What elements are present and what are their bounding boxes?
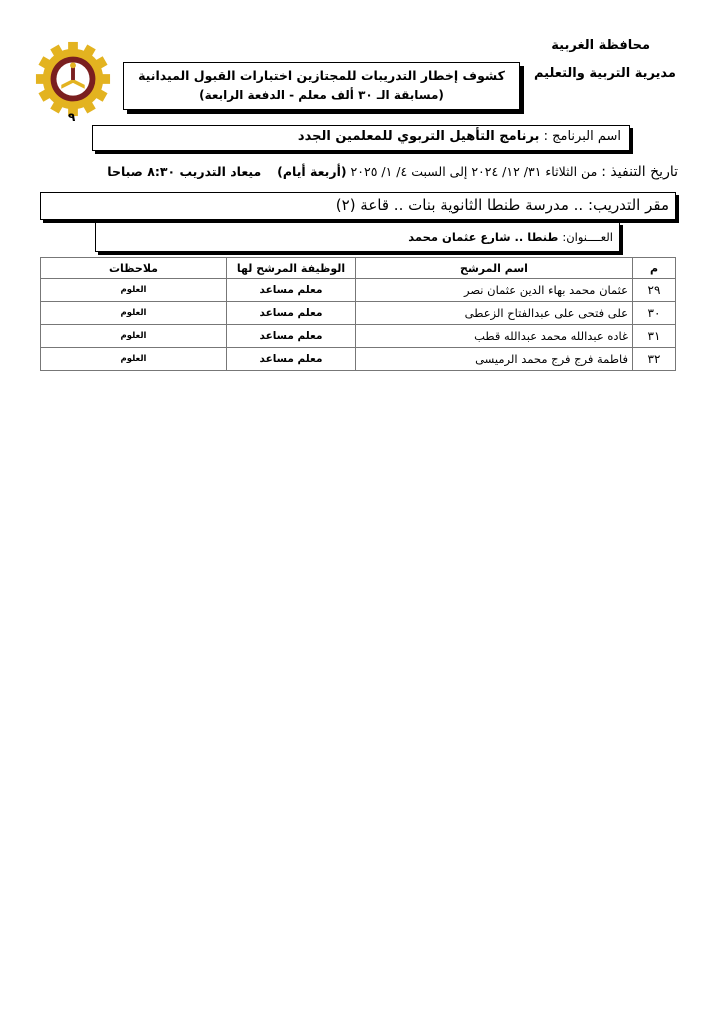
candidate-name: على فتحى على عبدالفتاح الزعطى <box>356 302 633 325</box>
address-box <box>95 222 620 252</box>
document-title-box <box>123 62 520 110</box>
candidate-name: عثمان محمد بهاء الدين عثمان نصر <box>356 279 633 302</box>
row-number: ٢٩ <box>633 279 676 302</box>
column-header-name: اسم المرشح <box>356 258 633 279</box>
candidate-job: معلم مساعد <box>227 302 356 325</box>
column-header-job: الوظيفة المرشح لها <box>227 258 356 279</box>
candidate-name: فاطمة فرج فرج محمد الرميسى <box>356 348 633 371</box>
date-value: من الثلاثاء ٣١/ ١٢/ ٢٠٢٤ إلى السبت ٤/ ١/ ٢٠٢٥ <box>350 164 598 179</box>
program-name: برنامج التأهيل التربوي للمعلمين الجدد <box>297 129 540 144</box>
page-number: ٩ <box>68 110 76 124</box>
candidate-notes: العلوم <box>41 279 227 302</box>
candidate-job: معلم مساعد <box>227 279 356 302</box>
candidate-job: معلم مساعد <box>227 325 356 348</box>
column-header-number: م <box>633 258 676 279</box>
training-time: ميعاد التدريب ٨:٣٠ صباحا <box>107 164 262 179</box>
candidate-notes: العلوم <box>41 302 227 325</box>
document-subtitle: (مسابقة الـ ٣٠ ألف معلم - الدفعة الرابعة) <box>199 88 444 102</box>
row-number: ٣١ <box>633 325 676 348</box>
candidates-table <box>40 257 676 371</box>
candidate-job: معلم مساعد <box>227 348 356 371</box>
directorate-name: مديرية التربية والتعليم <box>533 66 676 81</box>
table-row <box>41 302 676 325</box>
table-row <box>41 279 676 302</box>
candidate-notes: العلوم <box>41 325 227 348</box>
schedule-row <box>107 164 678 180</box>
candidate-notes: العلوم <box>41 348 227 371</box>
row-number: ٣٢ <box>633 348 676 371</box>
row-number: ٣٠ <box>633 302 676 325</box>
candidate-name: غاده عبدالله محمد عبدالله قطب <box>356 325 633 348</box>
date-label: تاريخ التنفيذ : <box>601 164 678 180</box>
venue-name: .. مدرسة طنطا الثانوية بنات .. قاعة (٢) <box>335 196 584 214</box>
governorate-name: محافظة الغربية <box>551 38 650 53</box>
venue-box <box>40 192 676 220</box>
document-title: كشوف إخطار التدريبات للمجتازين اختبارات القبول الميدانية <box>138 68 505 83</box>
address-value: طنطا .. شارع عثمان محمد <box>408 230 559 244</box>
address-label: العــــنوان: <box>562 230 613 244</box>
table-row <box>41 348 676 371</box>
column-header-notes: ملاحظات <box>41 258 227 279</box>
program-label: اسم البرنامج : <box>543 129 621 144</box>
duration: (أربعة أيام) <box>277 164 347 179</box>
ministry-emblem-icon <box>34 40 112 118</box>
table-row <box>41 325 676 348</box>
table-header-row <box>41 258 676 279</box>
program-box <box>92 125 630 151</box>
venue-label: مقر التدريب: <box>587 196 669 214</box>
